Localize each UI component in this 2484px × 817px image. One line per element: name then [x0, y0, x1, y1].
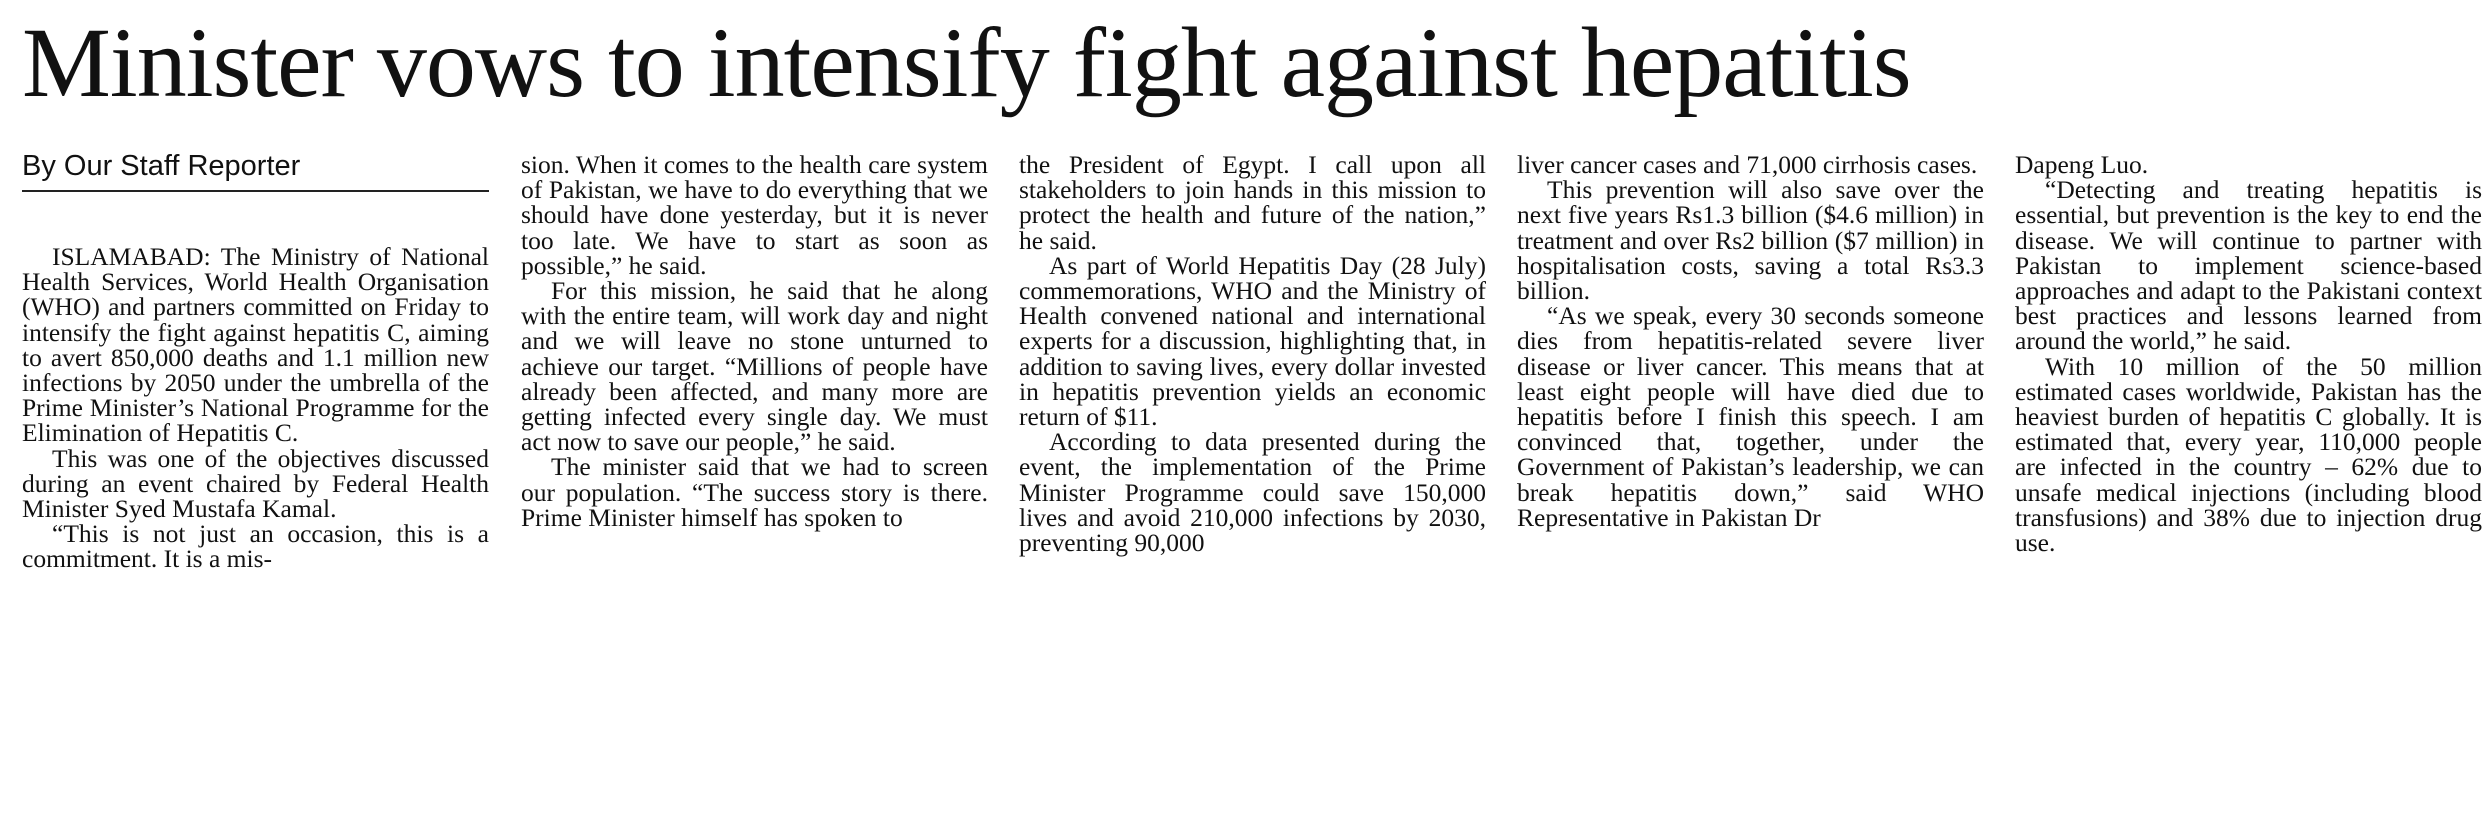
article-column-2: [521, 152, 988, 530]
article-paragraph: For this mission, he said that he along with the entire team, will work day and night and we will leave no stone unturned to achieve our target. “Millions of people have already been affected, and many more are getting infected every single day. We must act now to save our people,” he said.: [521, 276, 988, 457]
article-paragraph: This was one of the objectives discussed during an event chaired by Federal Health Minister Syed Mustafa Kamal.: [22, 443, 489, 524]
article-paragraph: “As we speak, every 30 seconds someone dies from hepatitis-related severe liver disease or liver cancer. This means that at least eight people will have died due to hepatitis before I finish this speech. I am convinced that, together, under the Government of Pakistan’s leadership, we can break hepatitis down,” said WHO Representative in Pakistan Dr: [1517, 301, 1984, 532]
article-paragraph: liver cancer cases and 71,000 cirrhosis cases.: [1517, 150, 1978, 179]
article-paragraph: the President of Egypt. I call upon all stakeholders to join hands in this mission to protect the health and future of the nation,” he said.: [1019, 150, 1486, 255]
article-paragraph: “Detecting and treating hepatitis is essential, but prevention is the key to end the disease. We will continue to partner with Pakistan to implement science-based approaches and adapt to the Pakistani context best practices and lessons learned from around the world,” he said.: [2015, 175, 2482, 356]
article-paragraph: According to data presented during the event, the implementation of the Prime Minister Programme could save 150,000 lives and avoid 210,000 infections by 2030, preventing 90,000: [1019, 427, 1486, 558]
article-column-3: [1019, 150, 1486, 558]
article-paragraph: Dapeng Luo.: [2015, 150, 2149, 179]
article-column-1: [22, 244, 489, 572]
article-column-5: [2015, 150, 2482, 558]
article-paragraph: ISLAMABAD: The Ministry of National Health Services, World Health Organisation (WHO) and partners committed on Friday to intensify the fight against hepatitis C, aiming to avert 850,000 deaths and 1.1 million new infections by 2050 under the umbrella of the Prime Minister’s National Programme for the Elimination of Hepatitis C.: [22, 242, 489, 448]
article-paragraph: This prevention will also save over the next five years Rs1.3 billion ($4.6 million) in treatment and over Rs2 billion ($7 million) in hospitalisation costs, saving a total Rs3.3 billion.: [1517, 175, 1984, 306]
article-paragraph: As part of World Hepatitis Day (28 July) commemorations, WHO and the Ministry of Health convened national and international experts for a discussion, highlighting that, in addition to saving lives, every dollar invested in hepatitis prevention yields an economic return of $11.: [1019, 250, 1486, 432]
article-paragraph: The minister said that we had to screen our population. “The success story is there. Prime Minister himself has spoken to: [521, 452, 988, 532]
byline: By Our Staff Reporter: [22, 150, 301, 182]
article-paragraph: “This is not just an occasion, this is a commitment. It is a mis-: [22, 519, 489, 574]
article-paragraph: sion. When it comes to the health care system of Pakistan, we have to do everything that we should have done yesterday, but it is never too late. We have to start as soon as possible,” he said.: [521, 150, 988, 280]
article-column-4: [1517, 152, 1984, 530]
byline-rule: [22, 190, 489, 192]
article-paragraph: With 10 million of the 50 million estimated cases worldwide, Pakistan has the heaviest burden of hepatitis C globally. It is estimated that, every year, 110,000 people are infected in the country – 62% due to unsafe medical injections (including blood transfusions) and 38% due to injection drug use.: [2015, 351, 2482, 558]
headline: Minister vows to intensify fight against hepatitis: [22, 7, 1911, 118]
